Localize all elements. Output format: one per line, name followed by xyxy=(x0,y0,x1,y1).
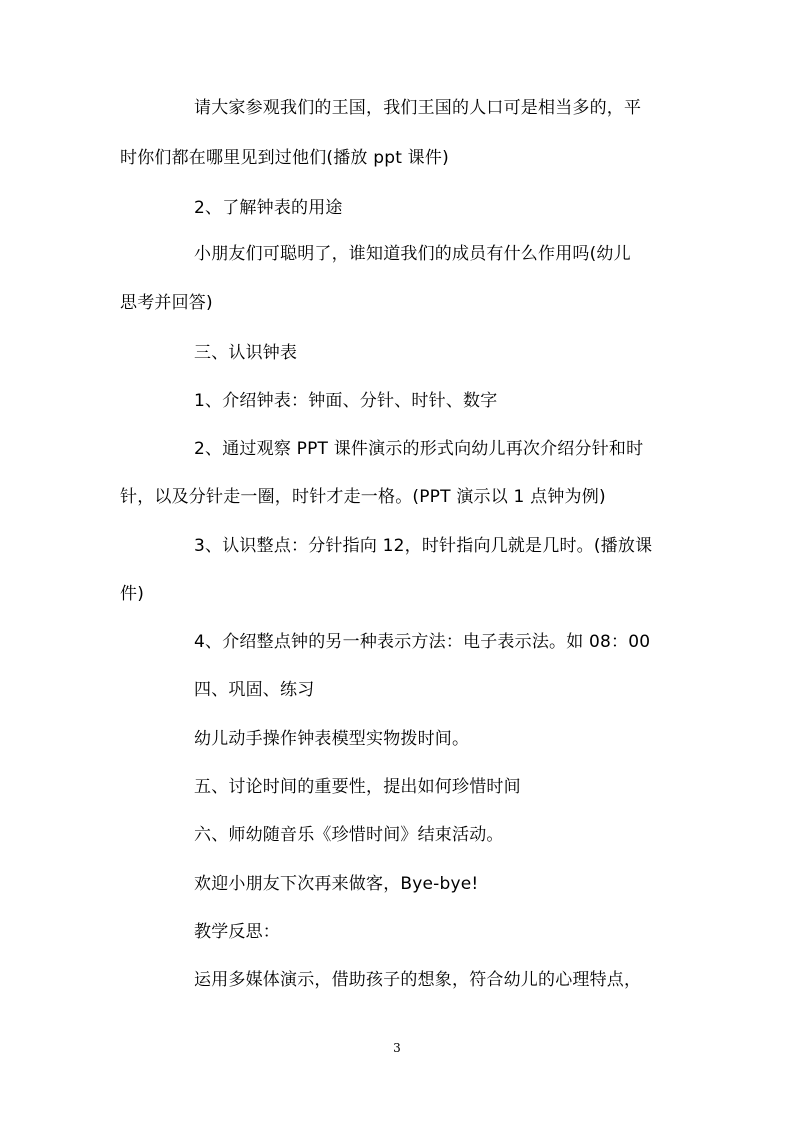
paragraph-line: 件) xyxy=(120,584,145,604)
section-heading: 2、了解钟表的用途 xyxy=(194,198,343,218)
list-item: 2、通过观察 PPT 课件演示的形式向幼儿再次介绍分针和时 xyxy=(194,439,644,459)
page-number: 3 xyxy=(393,1041,401,1055)
paragraph-line: 时你们都在哪里见到过他们(播放 ppt 课件) xyxy=(120,148,449,168)
list-item: 1、介绍钟表：钟面、分针、时针、数字 xyxy=(194,391,498,411)
paragraph-line: 欢迎小朋友下次再来做客，Bye-bye! xyxy=(194,874,479,894)
section-heading: 五、讨论时间的重要性，提出如何珍惜时间 xyxy=(194,777,521,797)
paragraph-line: 针，以及分针走一圈，时针才走一格。(PPT 演示以 1 点钟为例) xyxy=(120,487,606,507)
section-heading: 六、师幼随音乐《珍惜时间》结束活动。 xyxy=(194,825,504,845)
list-item: 3、认识整点：分针指向 12，时针指向几就是几时。(播放课 xyxy=(194,536,653,556)
paragraph-line: 幼儿动手操作钟表模型实物拨时间。 xyxy=(194,729,470,749)
paragraph-line: 运用多媒体演示，借助孩子的想象，符合幼儿的心理特点， xyxy=(194,970,642,990)
paragraph-line: 请大家参观我们的王国，我们王国的人口可是相当多的，平 xyxy=(194,98,642,118)
section-heading: 教学反思： xyxy=(194,922,280,942)
paragraph-line: 思考并回答) xyxy=(120,293,213,313)
paragraph-line: 小朋友们可聪明了，谁知道我们的成员有什么作用吗(幼儿 xyxy=(194,244,631,264)
list-item: 4、介绍整点钟的另一种表示方法：电子表示法。如 08：00 xyxy=(194,632,651,652)
section-heading: 三、认识钟表 xyxy=(194,343,298,363)
section-heading: 四、巩固、练习 xyxy=(194,680,315,700)
